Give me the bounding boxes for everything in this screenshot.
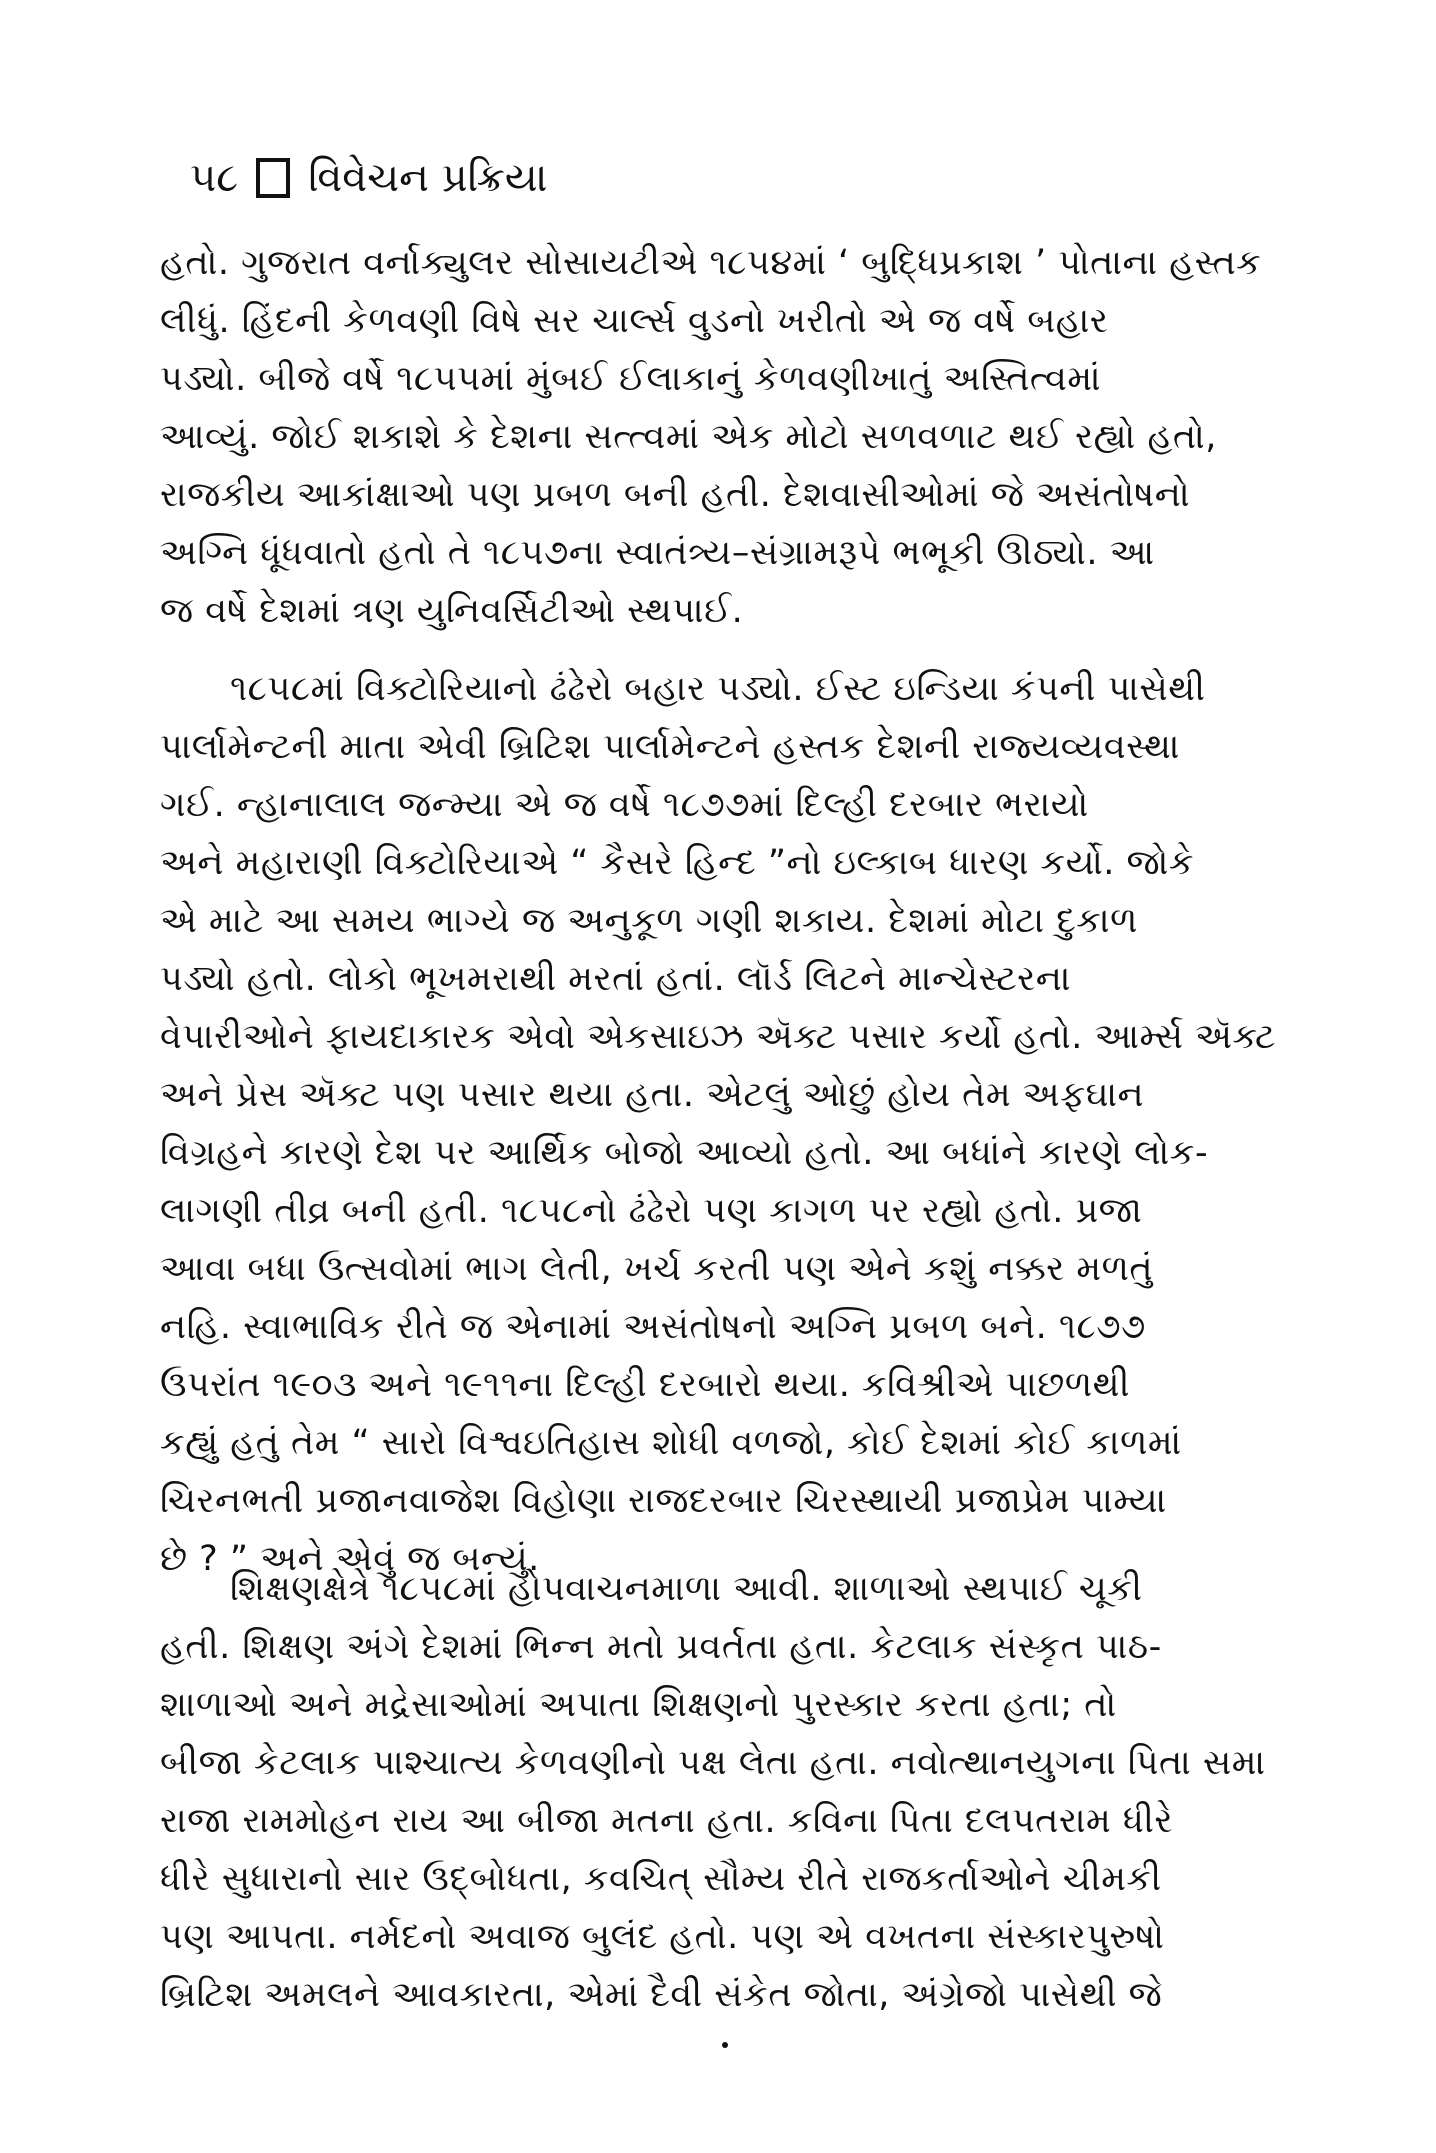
text-line: પડ્યો હતો. લોકો ભૂખમરાથી મરતાં હતાં. લૉર્ડ લિટને માન્ચેસ્ટરના [160, 959, 1071, 999]
paragraph-1 [160, 234, 1290, 640]
paragraph-2 [160, 660, 1290, 1588]
book-title: વિવેચન પ્રક્રિયા [308, 155, 548, 201]
text-line: આવા બધા ઉત્સવોમાં ભાગ લેતી, ખર્ચ કરતી પણ એને કશું નક્કર મળતું [160, 1249, 1154, 1289]
text-line: વિગ્રહને કારણે દેશ પર આર્થિક બોજો આવ્યો હતો. આ બધાંને કારણે લોક- [160, 1133, 1209, 1173]
text-line: રાજકીય આકાંક્ષાઓ પણ પ્રબળ બની હતી. દેશવાસીઓમાં જે અસંતોષનો [160, 475, 1191, 515]
text-line: હતી. શિક્ષણ અંગે દેશમાં ભિન્ન મતો પ્રવર્તતા હતા. કેટલાક સંસ્કૃત પાઠ- [160, 1627, 1162, 1667]
text-line: અને મહારાણી વિક્ટોરિયાએ “ કૈસરે હિન્દ ”નો ઇલ્કાબ ધારણ કર્યો. જોકે [160, 843, 1195, 883]
text-line: હતો. ગુજરાત વર્નાક્યુલર સોસાયટીએ ૧૮૫૪માં ‘ બુદ્ધિપ્રકાશ ’ પોતાના હસ્તક [160, 243, 1262, 283]
text-line: અને પ્રેસ ઍક્ટ પણ પસાર થયા હતા. એટલું ઓછું હોય તેમ અફઘાન [160, 1075, 1145, 1115]
text-line: ગઈ. ન્હાનાલાલ જન્મ્યા એ જ વર્ષે ૧૮૭૭માં દિલ્હી દરબાર ભરાયો [160, 785, 1089, 825]
text-line: એ માટે આ સમય ભાગ્યે જ અનુકૂળ ગણી શકાય. દેશમાં મોટા દુકાળ [160, 901, 1138, 941]
text-line: નહિ. સ્વાભાવિક રીતે જ એનામાં અસંતોષનો અગ્નિ પ્રબળ બને. ૧૮૭૭ [160, 1307, 1146, 1347]
page-number: ૫૮ [190, 155, 239, 201]
text-line: ઉપરાંત ૧૯૦૩ અને ૧૯૧૧ના દિલ્હી દરબારો થયા. કવિશ્રીએ પાછળથી [160, 1365, 1130, 1405]
text-line: શિક્ષણક્ષેત્રે ૧૮૫૮માં હોપવાચનમાળા આવી. શાળાઓ સ્થપાઈ ચૂકી [230, 1569, 1143, 1609]
text-line: બીજા કેટલાક પાશ્ચાત્ય કેળવણીનો પક્ષ લેતા હતા. નવોત્થાનયુગના પિતા સમા [160, 1743, 1266, 1783]
text-line: પાર્લામેન્ટની માતા એવી બ્રિટિશ પાર્લામેન્ટને હસ્તક દેશની રાજ્યવ્યવસ્થા [160, 727, 1180, 767]
ink-dot [722, 2042, 728, 2048]
text-line: અગ્નિ ધૂંધવાતો હતો તે ૧૮૫૭ના સ્વાતંત્ર્ય–સંગ્રામરૂપે ભભૂકી ઊઠ્યો. આ [160, 533, 1155, 573]
text-line: શાળાઓ અને મદ્રેસાઓમાં અપાતા શિક્ષણનો પુરસ્કાર કરતા હતા; તો [160, 1685, 1117, 1725]
text-line: લાગણી તીવ્ર બની હતી. ૧૮૫૮નો ઢંઢેરો પણ કાગળ પર રહ્યો હતો. પ્રજા [160, 1191, 1143, 1231]
text-line: પણ આપતા. નર્મદનો અવાજ બુલંદ હતો. પણ એ વખતના સંસ્કારપુરુષો [160, 1917, 1165, 1957]
text-line: વેપારીઓને ફાયદાકારક એવો એકસાઇઝ ઍક્ટ પસાર કર્યો હતો. આર્મ્સ ઍક્ટ [160, 1017, 1276, 1057]
text-line: ચિરનભતી પ્રજાનવાજેશ વિહોણા રાજદરબાર ચિરસ્થાયી પ્રજાપ્રેમ પામ્યા [160, 1481, 1167, 1521]
text-line: રાજા રામમોહન રાય આ બીજા મતના હતા. કવિના પિતા દલપતરામ ધીરે [160, 1801, 1173, 1841]
text-line: ધીરે સુધારાનો સાર ઉદ્બોધતા, કવચિત્ સૌમ્ય રીતે રાજકર્તાઓને ચીમકી [160, 1859, 1162, 1899]
text-line: પડ્યો. બીજે વર્ષે ૧૮૫૫માં મુંબઈ ઈલાકાનું કેળવણીખાતું અસ્તિત્વમાં [160, 359, 1102, 399]
text-line: ૧૮૫૮માં વિક્ટોરિયાનો ઢંઢેરો બહાર પડ્યો. ઈસ્ટ ઇન્ડિયા કંપની પાસેથી [230, 669, 1206, 709]
paragraph-3 [160, 1560, 1290, 2024]
text-line: બ્રિટિશ અમલને આવકારતા, એમાં દૈવી સંકેત જોતા, અંગ્રેજો પાસેથી જે [160, 1975, 1163, 2015]
text-line: કહ્યું હતું તેમ “ સારો વિશ્વઇતિહાસ શોધી વળજો, કોઈ દેશમાં કોઈ કાળમાં [160, 1423, 1182, 1463]
text-line: લીધું. હિંદની કેળવણી વિષે સર ચાર્લ્સ વુડનો ખરીતો એ જ વર્ષે બહાર [160, 301, 1109, 341]
text-line: જ વર્ષે દેશમાં ત્રણ યુનિવર્સિટીઓ સ્થપાઈ. [160, 591, 744, 631]
text-line: આવ્યું. જોઈ શકાશે કે દેશના સત્ત્વમાં એક મોટો સળવળાટ થઈ રહ્યો હતો, [160, 417, 1217, 457]
text-line: છે ? ” અને એવું જ બન્યું. [160, 1539, 540, 1579]
running-header [190, 148, 547, 208]
square-box-icon [256, 158, 290, 198]
